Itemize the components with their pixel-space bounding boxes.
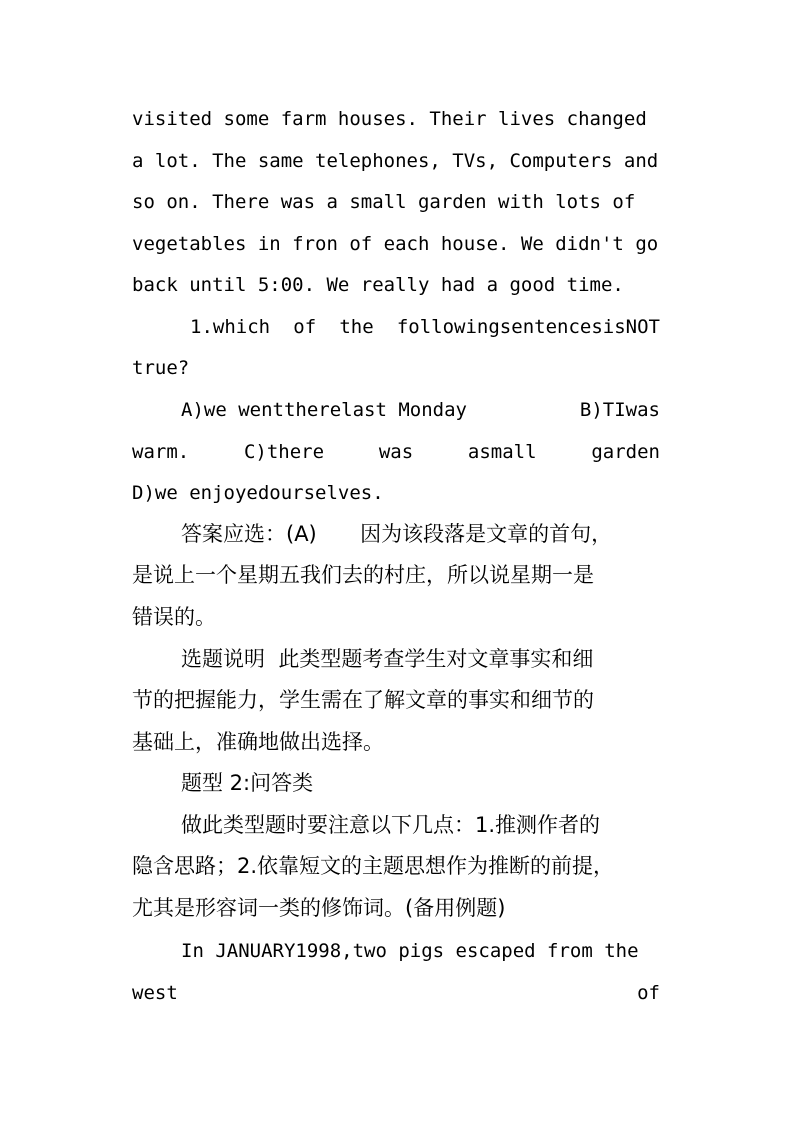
answer-line-2: 是说上一个星期五我们去的村庄，所以说星期一是 bbox=[132, 563, 594, 587]
answer-reason: 因为该段落是文章的首句， bbox=[360, 522, 613, 546]
options-line-1 bbox=[181, 397, 660, 423]
answer-label: 答案应选：(A) bbox=[181, 522, 317, 546]
option-word: was bbox=[378, 441, 414, 463]
intro-line-1: 做此类型题时要注意以下几点：1.推测作者的 bbox=[181, 813, 601, 837]
options-line-3: D)we enjoyedourselves. bbox=[132, 482, 384, 504]
option-a: A)we wenttherelast Monday bbox=[181, 399, 467, 421]
option-word: garden bbox=[591, 441, 660, 463]
paragraph-line-5: back until 5:00. We really had a good time. bbox=[132, 274, 624, 296]
example-line-2 bbox=[132, 980, 660, 1006]
option-word: warm. bbox=[132, 441, 190, 463]
paragraph-line-4: vegetables in fron of each house. We didn't go bbox=[132, 233, 659, 255]
answer-line-3: 错误的。 bbox=[132, 605, 216, 629]
paragraph-line-1: visited some farm houses. Their lives changed bbox=[132, 108, 647, 130]
answer-line-1 bbox=[181, 521, 671, 547]
intro-line-2: 隐含思路；2.依靠短文的主题思想作为推断的前提， bbox=[132, 854, 615, 878]
paragraph-line-2: a lot. The same telephones, TVs, Computers and bbox=[132, 150, 659, 172]
section-heading: 题型 2:问答类 bbox=[181, 771, 314, 795]
example-word: west bbox=[132, 982, 178, 1004]
example-line-1: In JANUARY1998,two pigs escaped from the bbox=[181, 940, 639, 962]
example-word: of bbox=[637, 982, 660, 1004]
options-line-2 bbox=[132, 439, 660, 465]
question-1-line-2: true? bbox=[132, 357, 190, 379]
question-1-line-1 bbox=[190, 314, 660, 340]
question-word: followingsentencesisNOT bbox=[396, 316, 660, 338]
intro-line-3: 尤其是形容词一类的修饰词。(备用例题) bbox=[132, 896, 506, 920]
question-word: of bbox=[293, 316, 317, 338]
option-word: asmall bbox=[467, 441, 537, 463]
paragraph-line-3: so on. There was a small garden with lots of bbox=[132, 191, 636, 213]
option-word: C)there bbox=[243, 441, 325, 463]
explanation-line-2: 节的把握能力，学生需在了解文章的事实和细节的 bbox=[132, 688, 594, 712]
question-word: 1.which bbox=[190, 316, 271, 338]
explanation-line-1: 选题说明 此类型题考查学生对文章事实和细 bbox=[181, 647, 594, 671]
option-b: B)TIwas bbox=[579, 399, 660, 421]
question-word: the bbox=[339, 316, 374, 338]
explanation-line-3: 基础上，准确地做出选择。 bbox=[132, 730, 384, 754]
